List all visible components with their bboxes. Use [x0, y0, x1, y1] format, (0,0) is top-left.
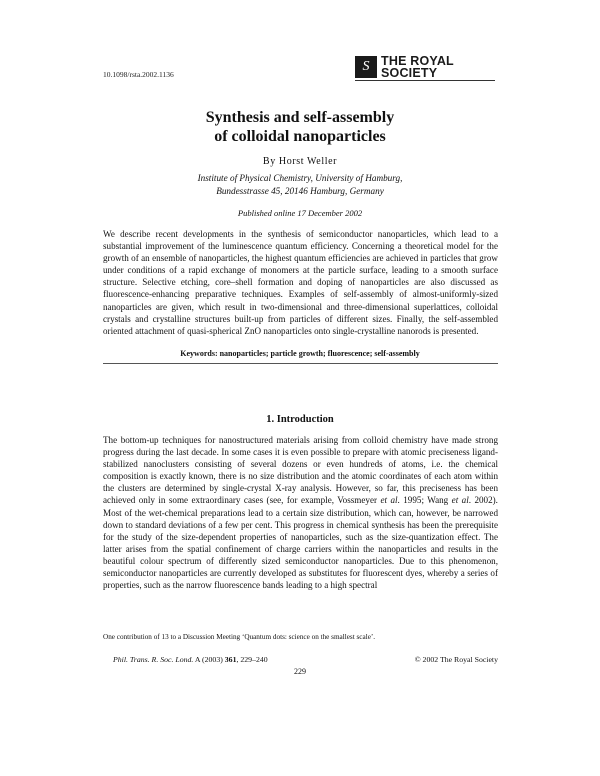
affiliation — [0, 172, 600, 198]
published-date: Published online 17 December 2002 — [237, 208, 363, 218]
intro-text-1: The bottom-up techniques for nanostructured materials arising from colloid chemistry have made strong progress during the last decade. In some cases it is even possible to prepare with atomic preciseness ligand-stabilized nanoclusters consisting of several dozens or even hundreds of atoms, i.e. the chemical composition is exactly known, there is no size distribution and the atomic coordinates of each atom within the clusters are determined by single-crystal X-ray analysis. However, so far, this preciseness has been achieved only in some extraordinary cases (see, for example, Vossmeyer — [103, 435, 498, 506]
footnote: One contribution of 13 to a Discussion Meeting ‘Quantum dots: science on the smallest scale’. — [103, 633, 376, 641]
keywords-divider — [103, 363, 498, 364]
header-divider — [355, 80, 495, 81]
journal-series: A (2003) — [193, 655, 225, 664]
publisher-name-line2: SOCIETY — [381, 66, 438, 80]
affiliation-line1: Institute of Physical Chemistry, University of Hamburg, — [197, 173, 403, 183]
copyright: © 2002 The Royal Society — [414, 655, 498, 664]
section-heading: 1. Introduction — [266, 414, 334, 425]
citation-etal-1: et al — [380, 495, 398, 506]
affiliation-line2: Bundesstrasse 45, 20146 Hamburg, Germany — [216, 186, 384, 196]
author-line — [0, 156, 600, 167]
intro-text-2: . 1995; Wang — [397, 495, 452, 506]
keywords: Keywords: nanoparticles; particle growth; fluorescence; self-assembly — [180, 349, 420, 358]
journal-citation — [113, 655, 268, 664]
introduction-paragraph — [103, 434, 498, 591]
publisher-name — [381, 55, 454, 79]
royal-society-logo — [355, 55, 454, 79]
journal-volume: 361 — [224, 655, 237, 664]
journal-pages: , 229–240 — [236, 655, 268, 664]
royal-society-emblem-icon: S — [355, 56, 377, 78]
paper-title — [0, 108, 600, 146]
paper-title-line2: of colloidal nanoparticles — [214, 128, 386, 145]
page-number: 229 — [294, 667, 306, 676]
publisher-name-line1: THE ROYAL — [381, 54, 454, 68]
author-prefix: By — [262, 156, 276, 167]
abstract: We describe recent developments in the synthesis of semiconductor nanoparticles, which lead to a substantial improvement of the luminescence quantum efficiency. Concerning a theoretical model for the growth of an ensemble of nanoparticles, the highest quantum efficiencies are achieved in particles that grow under conditions of a rapid exchange of monomers at the particle surface, leading to a smooth surface structure. Selective etching, core–shell formation and doping of nanoparticles are also discussed as fluorescence-enhancing preparative techniques. Examples of self-assembly of almost-uniformly-sized nanoparticles are given, which result in two-dimensional and three-dimensional superlattices, colloidal crystals and crystalline structures built-up from particles of different sizes. Finally, the self-assembled oriented attachment of quasi-spherical ZnO nanoparticles onto single-crystalline nanorods is presented. — [103, 229, 498, 336]
journal-name: Phil. Trans. R. Soc. Lond. — [113, 655, 194, 664]
intro-text-3: . 2002). Most of the wet-chemical preparations lead to a certain size distribution, which can, however, be narrowed down to standard deviations of a few per cent. This progress in chemical synthesis has been the prerequisite for the study of the size-dependent properties of nanoparticles, such as the size-quantization effect. The latter arises from the spatial confinement of charge carriers within the nanoparticles and results in the beautiful colour spectrum of differently sized semiconductor nanoparticles. Due to this phenomenon, semiconductor nanoparticles are currently developed as substitutes for fluorescent dyes, whereby a series of properties, such as the narrow fluorescence bands leading to a high spectral — [103, 495, 498, 591]
author-name: Horst Weller — [278, 156, 338, 167]
doi: 10.1098/rsta.2002.1136 — [103, 70, 174, 79]
citation-etal-2: et al — [451, 495, 469, 506]
paper-title-line1: Synthesis and self-assembly — [205, 109, 395, 126]
